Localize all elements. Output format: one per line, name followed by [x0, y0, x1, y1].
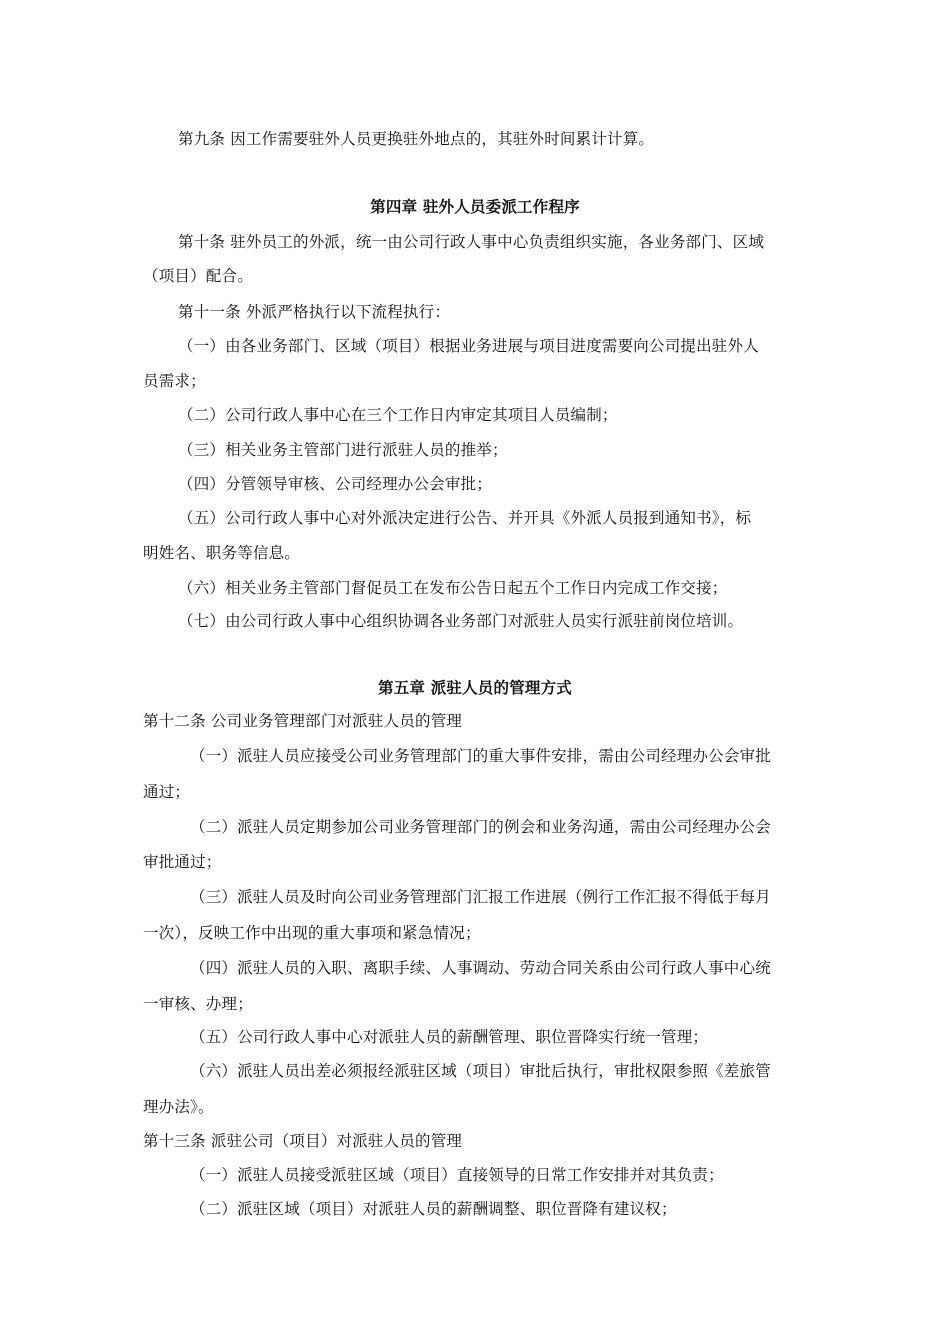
item-12-3-line-2: 一次），反映工作中出现的重大事项和紧急情况； [143, 924, 481, 942]
step-1-line-2: 员需求； [143, 372, 206, 390]
item-12-6-line-2: 理办法》。 [143, 1098, 214, 1116]
item-13-2: （二）派驻区域（项目）对派驻人员的薪酬调整、职位晋降有建议权； [190, 1200, 677, 1218]
item-12-6-line-1: （六）派驻人员出差必须报经派驻区域（项目）审批后执行，审批权限参照《差旅管 [190, 1062, 771, 1080]
item-12-3-line-1: （三）派驻人员及时向公司业务管理部门汇报工作进展（例行工作汇报不得低于每月 [190, 888, 771, 906]
step-6: （六）相关业务主管部门督促员工在发布公告日起五个工作日内完成工作交接； [178, 579, 728, 597]
article-9: 第九条 因工作需要驻外人员更换驻外地点的，其驻外时间累计计算。 [178, 130, 655, 148]
chapter-5-title: 第五章 派驻人员的管理方式 [378, 679, 572, 697]
step-5-line-2: 明姓名、职务等信息。 [143, 544, 301, 562]
item-12-1-line-2: 通过； [143, 783, 191, 801]
item-12-5: （五）公司行政人事中心对派驻人员的薪酬管理、职位晋降实行统一管理； [190, 1028, 709, 1046]
article-11: 第十一条 外派严格执行以下流程执行： [178, 303, 451, 321]
chapter-4-title: 第四章 驻外人员委派工作程序 [370, 198, 580, 216]
article-12: 第十二条 公司业务管理部门对派驻人员的管理 [143, 712, 463, 730]
item-12-2-line-2: 审批通过； [143, 853, 222, 871]
step-2: （二）公司行政人事中心在三个工作日内审定其项目人员编制； [178, 406, 618, 424]
step-3: （三）相关业务主管部门进行派驻人员的推举； [178, 441, 508, 459]
article-10-line-1: 第十条 驻外员工的外派，统一由公司行政人事中心负责组织实施，各业务部门、区域 [178, 233, 765, 251]
item-12-1-line-1: （一）派驻人员应接受公司业务管理部门的重大事件安排，需由公司经理办公会审批 [190, 747, 771, 765]
item-12-2-line-1: （二）派驻人员定期参加公司业务管理部门的例会和业务沟通，需由公司经理办公会 [190, 818, 771, 836]
article-13: 第十三条 派驻公司（项目）对派驻人员的管理 [143, 1132, 463, 1150]
item-12-4-line-1: （四）派驻人员的入职、离职手续、人事调动、劳动合同关系由公司行政人事中心统 [190, 959, 771, 977]
step-7: （七）由公司行政人事中心组织协调各业务部门对派驻人员实行派驻前岗位培训。 [178, 612, 744, 630]
item-12-4-line-2: 一审核、办理； [143, 995, 253, 1013]
article-10-line-2: （项目）配合。 [143, 267, 253, 285]
step-4: （四）分管领导审核、公司经理办公会审批； [178, 475, 493, 493]
item-13-1: （一）派驻人员接受派驻区域（项目）直接领导的日常工作安排并对其负责； [190, 1166, 724, 1184]
step-5-line-1: （五）公司行政人事中心对外派决定进行公告、并开具《外派人员报到通知书》，标 [178, 509, 752, 527]
step-1-line-1: （一）由各业务部门、区域（项目）根据业务进展与项目进度需要向公司提出驻外人 [178, 337, 759, 355]
